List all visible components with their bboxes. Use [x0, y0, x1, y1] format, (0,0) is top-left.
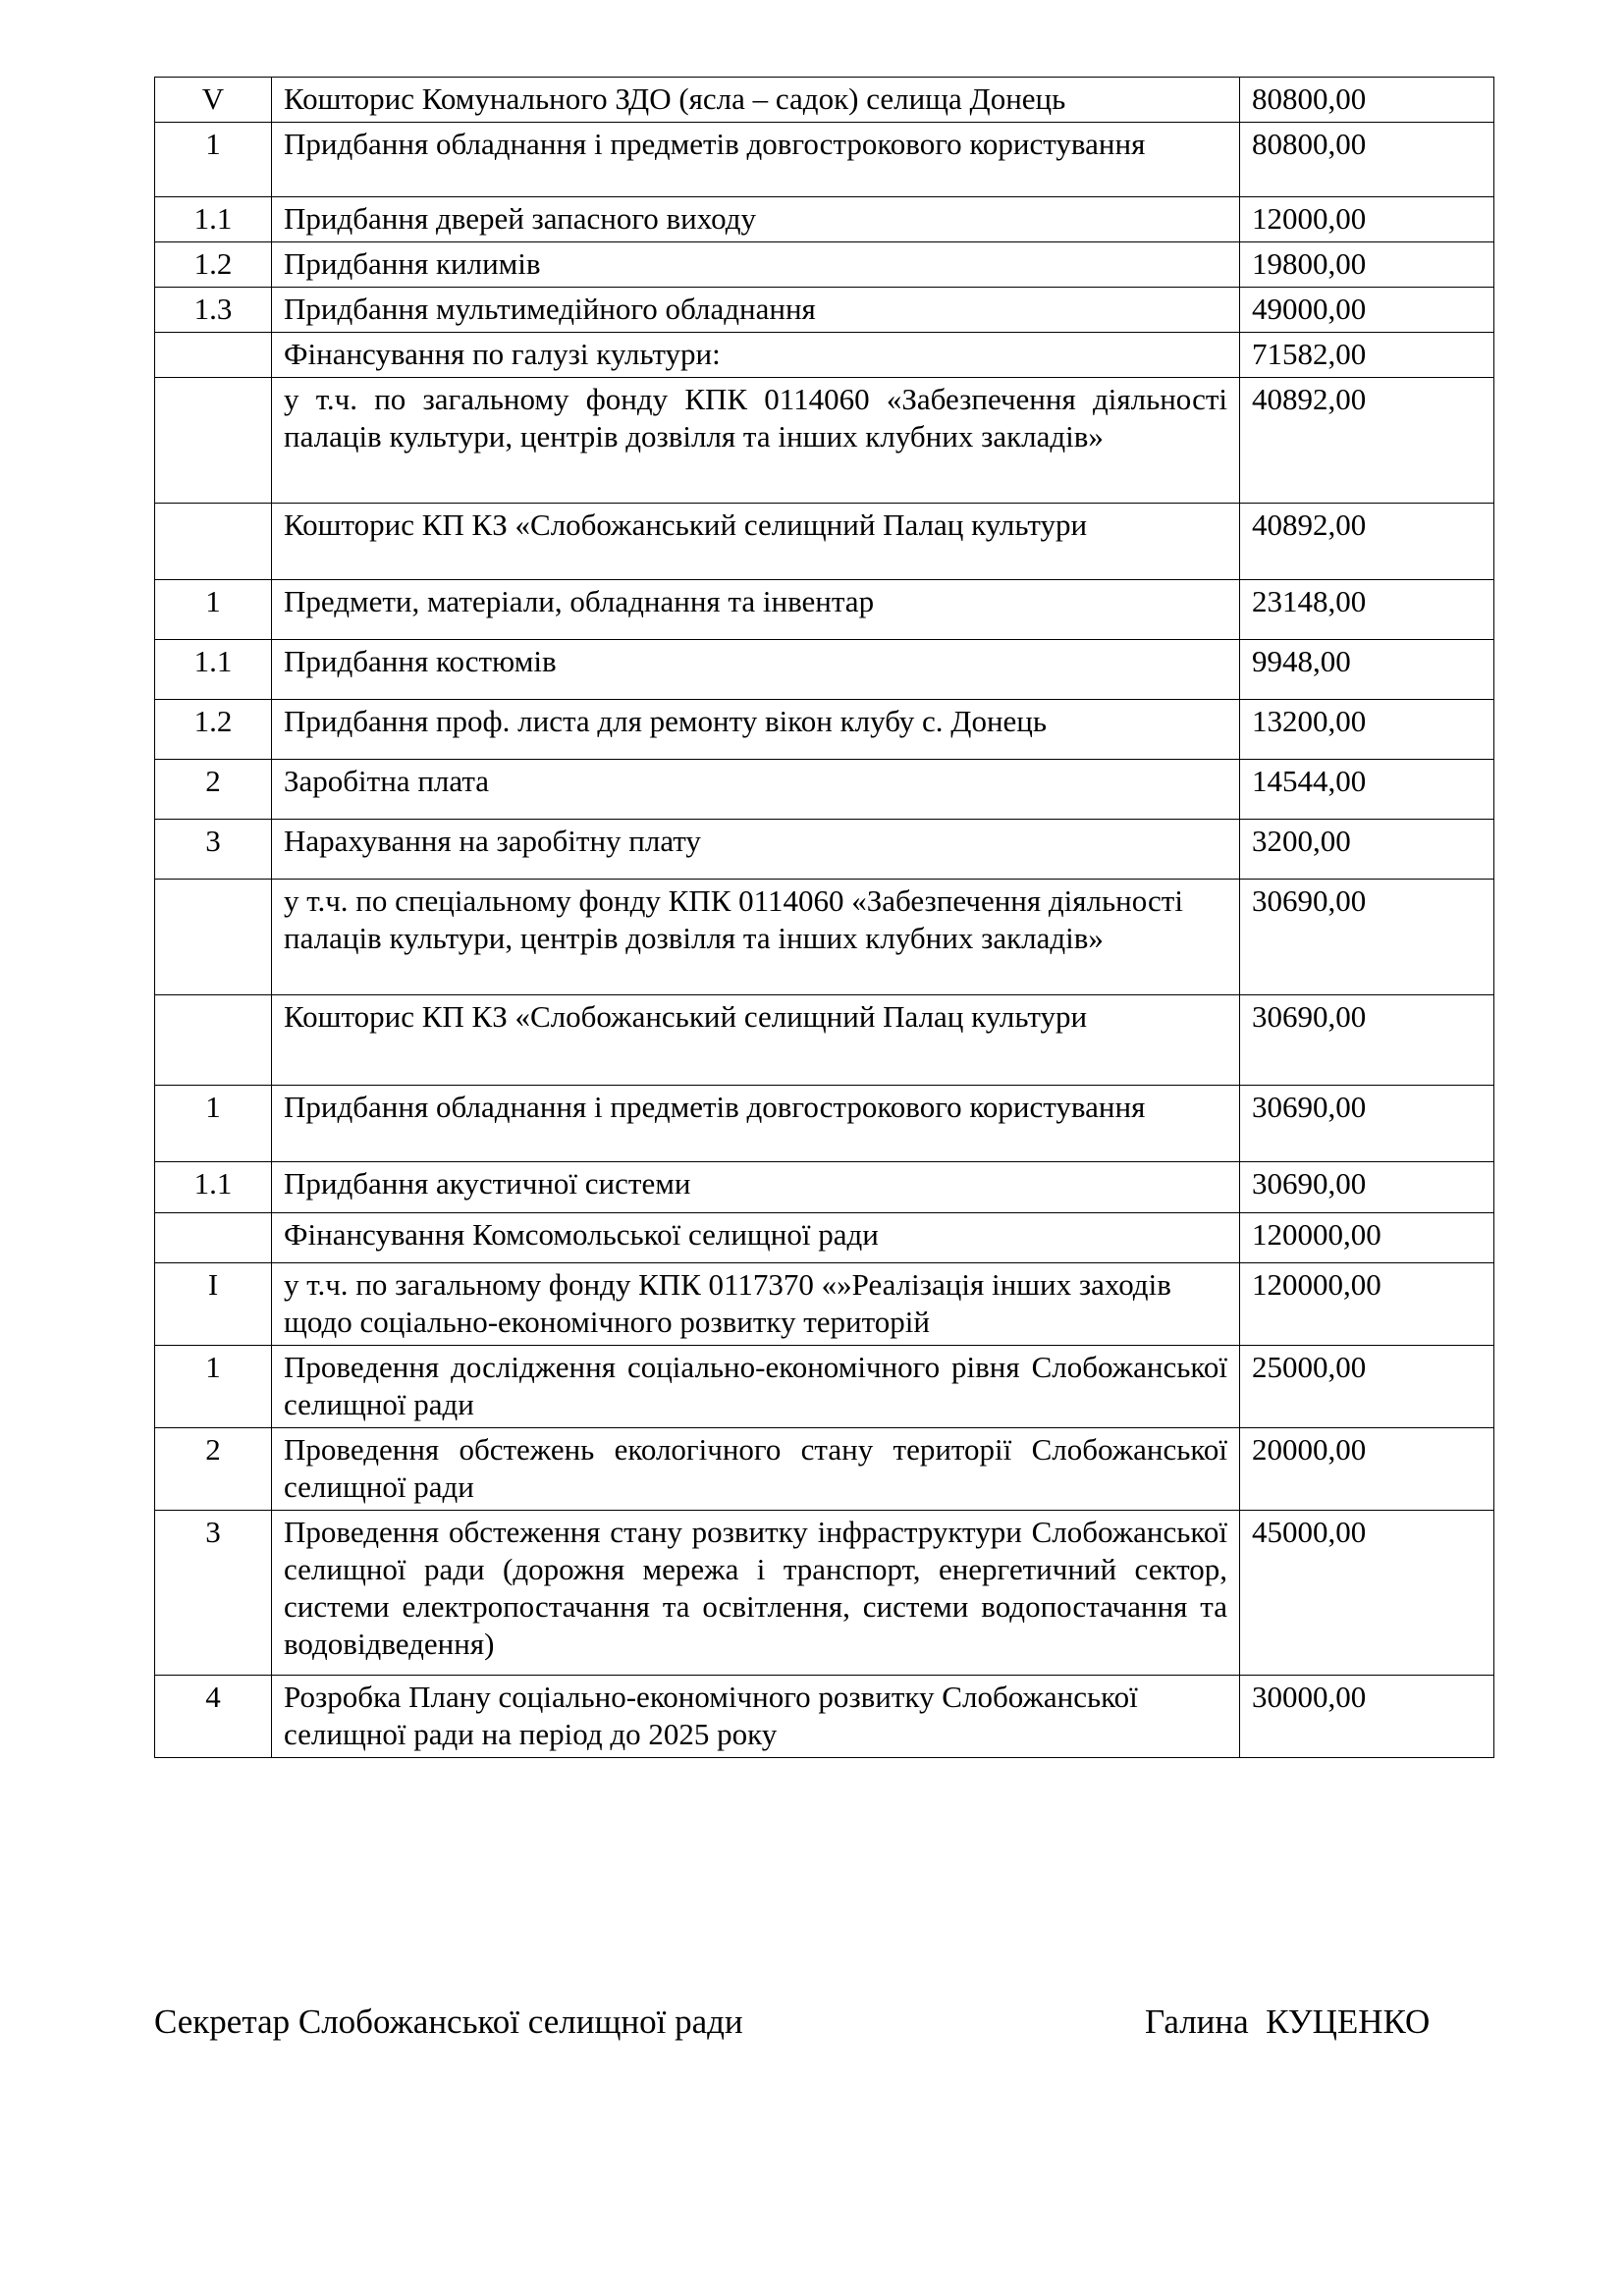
row-amount-cell: 120000,00 [1240, 1213, 1494, 1263]
table-row [155, 333, 1494, 378]
table-row [155, 1511, 1494, 1676]
row-description-cell: у т.ч. по загальному фонду КПК 0117370 «»Реалізація інших заходів щодо соціально-економічного розвитку територій [272, 1263, 1240, 1346]
row-description-cell: Придбання мультимедійного обладнання [272, 288, 1240, 333]
row-number-cell [155, 995, 272, 1086]
table-row [155, 880, 1494, 995]
row-amount-cell: 14544,00 [1240, 760, 1494, 820]
row-number-cell: 1 [155, 580, 272, 640]
table-row [155, 123, 1494, 197]
row-number-cell: 1 [155, 1346, 272, 1428]
row-amount-cell: 71582,00 [1240, 333, 1494, 378]
row-amount-cell: 30690,00 [1240, 995, 1494, 1086]
signatory-name: Галина КУЦЕНКО [1145, 2002, 1431, 2041]
row-description-cell: Нарахування на заробітну плату [272, 820, 1240, 880]
table-row [155, 580, 1494, 640]
row-number-cell: 2 [155, 1428, 272, 1511]
row-amount-cell: 13200,00 [1240, 700, 1494, 760]
row-description-cell: Фінансування по галузі культури: [272, 333, 1240, 378]
row-description-cell: Проведення дослідження соціально-економічного рівня Слобожанської селищної ради [272, 1346, 1240, 1428]
row-number-cell: 4 [155, 1676, 272, 1758]
row-number-cell [155, 504, 272, 580]
table-row [155, 995, 1494, 1086]
row-amount-cell: 49000,00 [1240, 288, 1494, 333]
row-description-cell: Предмети, матеріали, обладнання та інвентар [272, 580, 1240, 640]
row-amount-cell: 40892,00 [1240, 504, 1494, 580]
table-row [155, 78, 1494, 123]
row-description-cell: Кошторис КП КЗ «Слобожанський селищний Палац культури [272, 504, 1240, 580]
row-description-cell: Кошторис КП КЗ «Слобожанський селищний Палац культури [272, 995, 1240, 1086]
row-number-cell: 1.2 [155, 242, 272, 288]
row-amount-cell: 9948,00 [1240, 640, 1494, 700]
row-description-cell: у т.ч. по спеціальному фонду КПК 0114060 «Забезпечення діяльності палаців культури, центрів дозвілля та інших клубних закладів» [272, 880, 1240, 995]
row-amount-cell: 19800,00 [1240, 242, 1494, 288]
row-number-cell: 1.1 [155, 640, 272, 700]
row-amount-cell: 120000,00 [1240, 1263, 1494, 1346]
budget-table-body [155, 78, 1494, 1758]
row-description-cell: Розробка Плану соціально-економічного розвитку Слобожанської селищної ради на період до 2025 року [272, 1676, 1240, 1758]
budget-table [154, 77, 1494, 1758]
row-number-cell: 3 [155, 1511, 272, 1676]
row-number-cell [155, 880, 272, 995]
row-number-cell: 1 [155, 1086, 272, 1162]
table-row [155, 1162, 1494, 1213]
row-description-cell: у т.ч. по загальному фонду КПК 0114060 «Забезпечення діяльності палаців культури, центрів дозвілля та інших клубних закладів» [272, 378, 1240, 504]
table-row [155, 1213, 1494, 1263]
row-amount-cell: 3200,00 [1240, 820, 1494, 880]
row-number-cell [155, 378, 272, 504]
row-description-cell: Проведення обстеження стану розвитку інфраструктури Слобожанської селищної ради (дорожня мережа і транспорт, енергетичний сектор, системи електропостачання та освітлення, системи водопостачання та водовідведення) [272, 1511, 1240, 1676]
table-row [155, 760, 1494, 820]
row-amount-cell: 30690,00 [1240, 1086, 1494, 1162]
row-number-cell: І [155, 1263, 272, 1346]
row-description-cell: Придбання обладнання і предметів довгострокового користування [272, 1086, 1240, 1162]
table-row [155, 1086, 1494, 1162]
row-amount-cell: 40892,00 [1240, 378, 1494, 504]
row-number-cell [155, 1213, 272, 1263]
row-number-cell: 1.3 [155, 288, 272, 333]
row-number-cell: 1 [155, 123, 272, 197]
row-number-cell: 1.1 [155, 197, 272, 242]
row-number-cell [155, 333, 272, 378]
table-row [155, 640, 1494, 700]
row-amount-cell: 20000,00 [1240, 1428, 1494, 1511]
row-amount-cell: 30690,00 [1240, 1162, 1494, 1213]
table-row [155, 197, 1494, 242]
row-amount-cell: 23148,00 [1240, 580, 1494, 640]
table-row [155, 378, 1494, 504]
row-description-cell: Фінансування Комсомольської селищної ради [272, 1213, 1240, 1263]
table-row [155, 1428, 1494, 1511]
row-amount-cell: 80800,00 [1240, 78, 1494, 123]
row-description-cell: Придбання акустичної системи [272, 1162, 1240, 1213]
row-amount-cell: 12000,00 [1240, 197, 1494, 242]
row-amount-cell: 25000,00 [1240, 1346, 1494, 1428]
table-row [155, 1263, 1494, 1346]
row-description-cell: Придбання проф. листа для ремонту вікон клубу с. Донець [272, 700, 1240, 760]
table-row [155, 288, 1494, 333]
row-number-cell: 1.1 [155, 1162, 272, 1213]
row-number-cell: 2 [155, 760, 272, 820]
row-description-cell: Придбання килимів [272, 242, 1240, 288]
row-amount-cell: 30000,00 [1240, 1676, 1494, 1758]
table-row [155, 820, 1494, 880]
row-description-cell: Придбання обладнання і предметів довгострокового користування [272, 123, 1240, 197]
row-number-cell: V [155, 78, 272, 123]
row-amount-cell: 45000,00 [1240, 1511, 1494, 1676]
row-amount-cell: 30690,00 [1240, 880, 1494, 995]
table-row [155, 700, 1494, 760]
row-amount-cell: 80800,00 [1240, 123, 1494, 197]
row-description-cell: Придбання костюмів [272, 640, 1240, 700]
table-row [155, 504, 1494, 580]
signatory-position: Секретар Слобожанської селищної ради [154, 2002, 743, 2041]
table-row [155, 1346, 1494, 1428]
row-description-cell: Проведення обстежень екологічного стану території Слобожанської селищної ради [272, 1428, 1240, 1511]
row-number-cell: 1.2 [155, 700, 272, 760]
row-description-cell: Заробітна плата [272, 760, 1240, 820]
row-description-cell: Кошторис Комунального ЗДО (ясла – садок) селища Донець [272, 78, 1240, 123]
table-row [155, 242, 1494, 288]
row-number-cell: 3 [155, 820, 272, 880]
table-row [155, 1676, 1494, 1758]
row-description-cell: Придбання дверей запасного виходу [272, 197, 1240, 242]
